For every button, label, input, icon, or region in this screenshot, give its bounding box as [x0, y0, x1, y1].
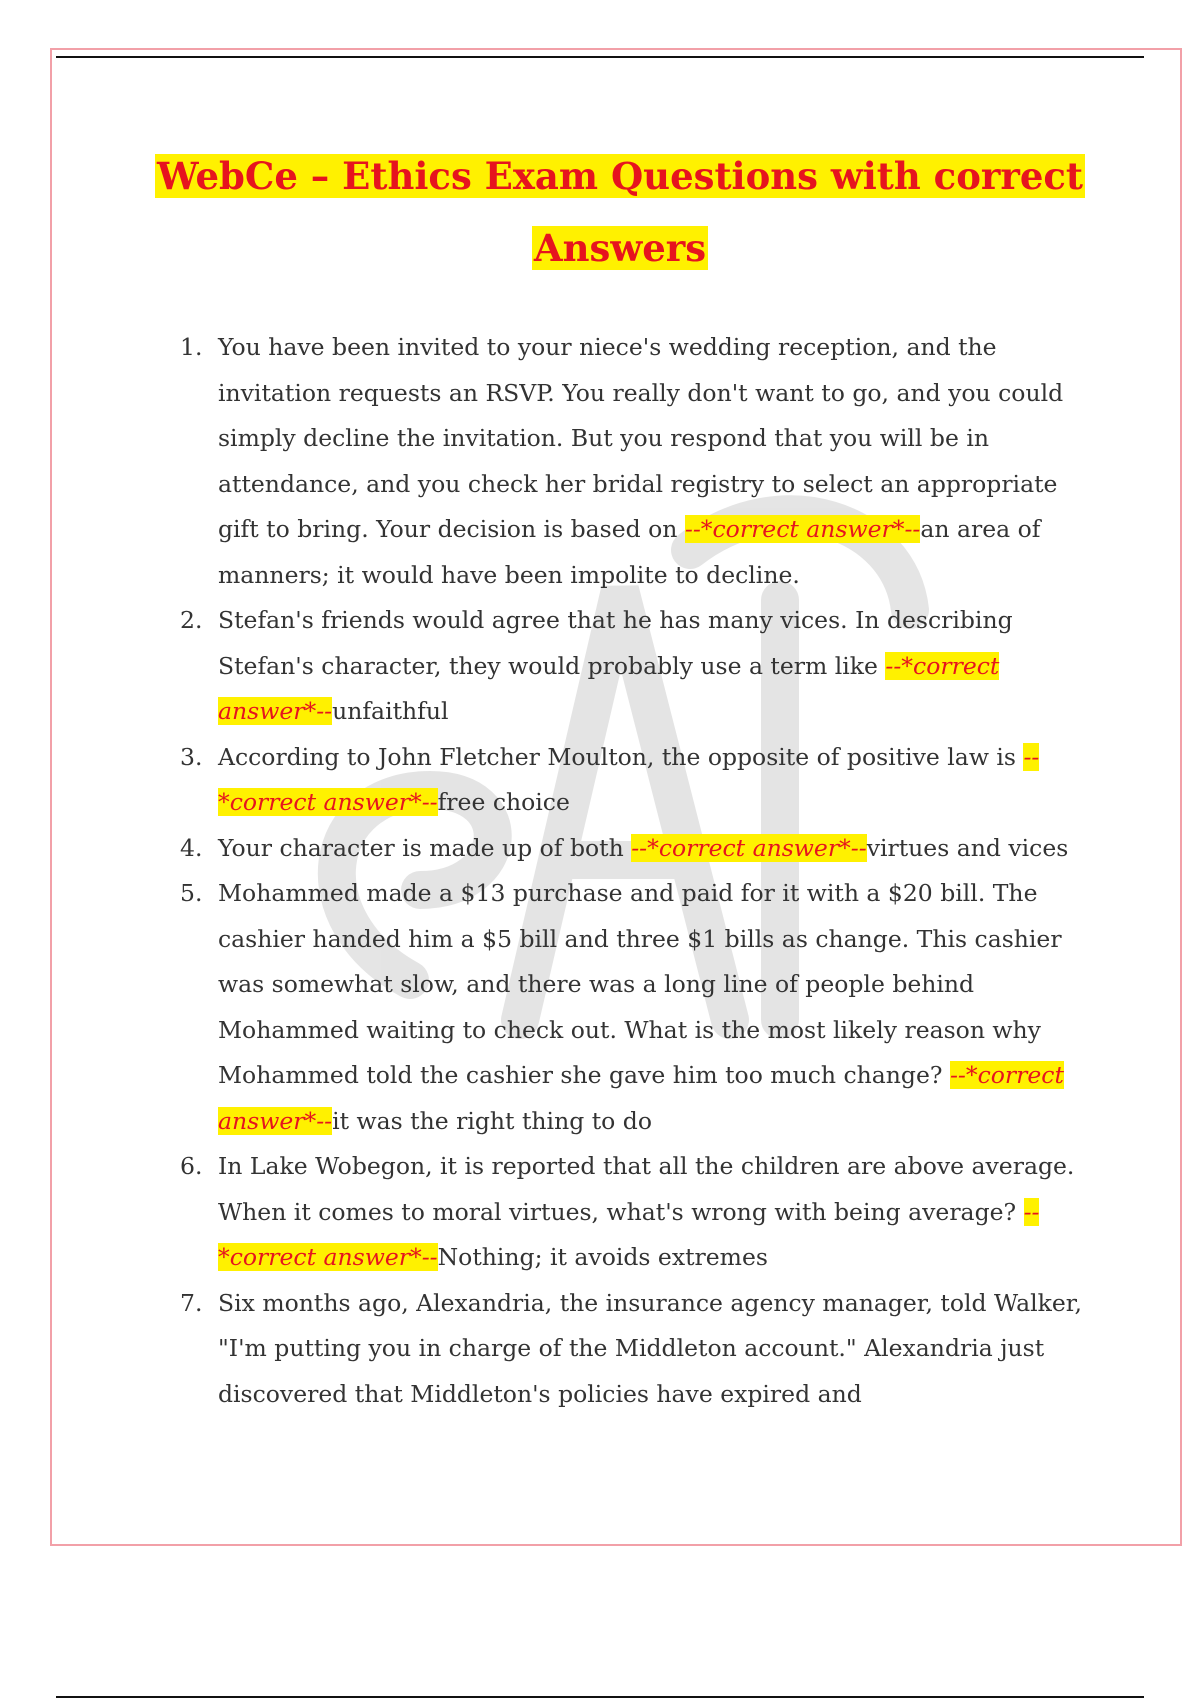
- question-item: [170, 871, 1090, 1144]
- question-item: [170, 598, 1090, 735]
- correct-answer-marker: --*correct answer*--: [631, 833, 867, 862]
- bottom-rule: [56, 1696, 1144, 1698]
- correct-answer-marker: --*correct answer*--: [218, 742, 1040, 816]
- question-text: Mohammed made a $13 purchase and paid for it with a $20 bill. The cashier handed him a $5 bill and three $1 bills as change. This cashier was somewhat slow, and there was a long line of people behind Mohammed waiting to check out. What is the most likely reason why Mohammed told the cashier she gave him too much change?: [218, 879, 1062, 1089]
- title-line-2: Answers: [533, 226, 707, 270]
- question-number: 6.: [180, 1152, 203, 1180]
- answer-text: it was the right thing to do: [332, 1106, 652, 1135]
- question-text: You have been invited to your niece's wedding reception, and the invitation requests an RSVP. You really don't want to go, and you could simply decline the invitation. But you respond that you will be in attendance, and you check her bridal registry to select an appropriate gift to bring. Your decision is based on: [218, 333, 1064, 543]
- question-item: [170, 826, 1090, 872]
- question-text: Six months ago, Alexandria, the insurance agency manager, told Walker, "I'm putting you in charge of the Middleton account." Alexandria just discovered that Middleton's policies have expired and: [218, 1288, 1082, 1408]
- question-list: [170, 325, 1090, 1417]
- correct-answer-marker: --*correct answer*--: [218, 1197, 1040, 1271]
- answer-text: virtues and vices: [866, 833, 1069, 862]
- question-item: [170, 1144, 1090, 1281]
- answer-text: free choice: [437, 788, 570, 816]
- title-line-1: WebCe – Ethics Exam Questions with correct: [156, 154, 1084, 198]
- answer-text: unfaithful: [332, 697, 449, 725]
- document-title: [120, 140, 1120, 284]
- correct-answer-marker: --*correct answer*--: [218, 651, 1000, 725]
- question-text: Stefan's friends would agree that he has many vices. In describing Stefan's character, they would probably use a term like: [218, 606, 1013, 680]
- question-text: Your character is made up of both: [218, 833, 632, 862]
- correct-answer-marker: --*correct answer*--: [684, 515, 921, 543]
- question-number: 3.: [180, 742, 203, 771]
- question-item: [170, 735, 1090, 826]
- correct-answer-marker: --*correct answer*--: [218, 1061, 1064, 1135]
- question-number: 7.: [180, 1288, 203, 1317]
- answer-text: an area of manners; it would have been impolite to decline.: [218, 515, 1041, 589]
- question-number: 4.: [180, 833, 203, 862]
- question-number: 1.: [180, 333, 203, 361]
- question-number: 5.: [180, 879, 203, 907]
- question-item: [170, 1281, 1090, 1418]
- answer-text: Nothing; it avoids extremes: [437, 1243, 768, 1271]
- question-text: According to John Fletcher Moulton, the opposite of positive law is: [218, 742, 1024, 771]
- question-text: In Lake Wobegon, it is reported that all the children are above average. When it comes to moral virtues, what's wrong with being average?: [218, 1152, 1075, 1226]
- question-number: 2.: [180, 606, 203, 634]
- question-item: [170, 325, 1090, 598]
